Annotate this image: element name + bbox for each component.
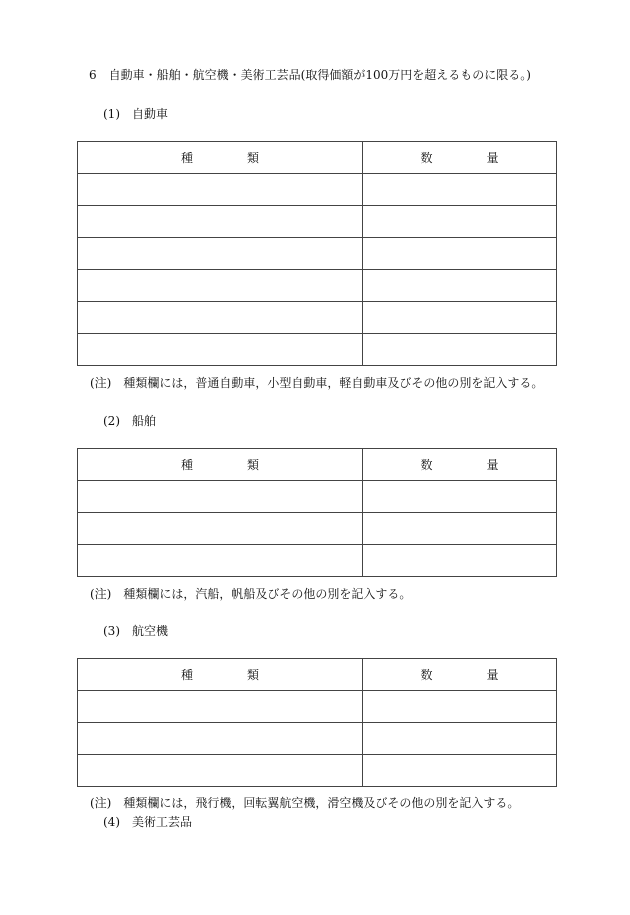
column-header-kind: 種 類 — [78, 659, 363, 691]
kind-cell[interactable] — [78, 755, 363, 787]
column-header-kind: 種 類 — [78, 142, 363, 174]
kind-cell[interactable] — [78, 174, 363, 206]
quantity-cell[interactable] — [363, 755, 557, 787]
aircraft-note: (注) 種類欄には，飛行機，回転翼航空機，滑空機及びその他の別を記入する。 — [90, 796, 520, 810]
aircraft-table — [77, 658, 557, 787]
kind-cell[interactable] — [78, 691, 363, 723]
quantity-cell[interactable] — [363, 206, 557, 238]
kind-cell[interactable] — [78, 545, 363, 577]
quantity-cell[interactable] — [363, 334, 557, 366]
ship-table — [77, 448, 557, 577]
quantity-cell[interactable] — [363, 270, 557, 302]
column-header-kind: 種 類 — [78, 449, 363, 481]
kind-cell[interactable] — [78, 723, 363, 755]
table-header-row — [78, 449, 557, 481]
column-header-quantity: 数 量 — [363, 449, 557, 481]
kind-cell[interactable] — [78, 302, 363, 334]
table-row — [78, 481, 557, 513]
quantity-cell[interactable] — [363, 545, 557, 577]
table-row — [78, 334, 557, 366]
document-heading: 6 自動車・船舶・航空機・美術工芸品(取得価額が100万円を超えるものに限る。) — [89, 68, 531, 82]
table-row — [78, 755, 557, 787]
automobile-note: (注) 種類欄には，普通自動車，小型自動車，軽自動車及びその他の別を記入する。 — [90, 376, 544, 390]
table-row — [78, 723, 557, 755]
quantity-cell[interactable] — [363, 174, 557, 206]
ship-note: (注) 種類欄には，汽船，帆船及びその他の別を記入する。 — [90, 587, 412, 601]
quantity-cell[interactable] — [363, 481, 557, 513]
table-row — [78, 691, 557, 723]
table-row — [78, 545, 557, 577]
table-row — [78, 174, 557, 206]
column-header-quantity: 数 量 — [363, 142, 557, 174]
kind-cell[interactable] — [78, 206, 363, 238]
quantity-cell[interactable] — [363, 513, 557, 545]
table-row — [78, 513, 557, 545]
section-title-automobile: (1) 自動車 — [103, 107, 168, 121]
kind-cell[interactable] — [78, 481, 363, 513]
quantity-cell[interactable] — [363, 691, 557, 723]
section-title-art-crafts: (4) 美術工芸品 — [103, 815, 192, 829]
table-row — [78, 302, 557, 334]
kind-cell[interactable] — [78, 270, 363, 302]
kind-cell[interactable] — [78, 513, 363, 545]
table-header-row — [78, 142, 557, 174]
column-header-quantity: 数 量 — [363, 659, 557, 691]
quantity-cell[interactable] — [363, 302, 557, 334]
kind-cell[interactable] — [78, 334, 363, 366]
table-row — [78, 238, 557, 270]
section-title-aircraft: (3) 航空機 — [103, 624, 168, 638]
automobile-table — [77, 141, 557, 366]
quantity-cell[interactable] — [363, 723, 557, 755]
quantity-cell[interactable] — [363, 238, 557, 270]
table-header-row — [78, 659, 557, 691]
section-title-ship: (2) 船舶 — [103, 414, 156, 428]
kind-cell[interactable] — [78, 238, 363, 270]
table-row — [78, 270, 557, 302]
table-row — [78, 206, 557, 238]
